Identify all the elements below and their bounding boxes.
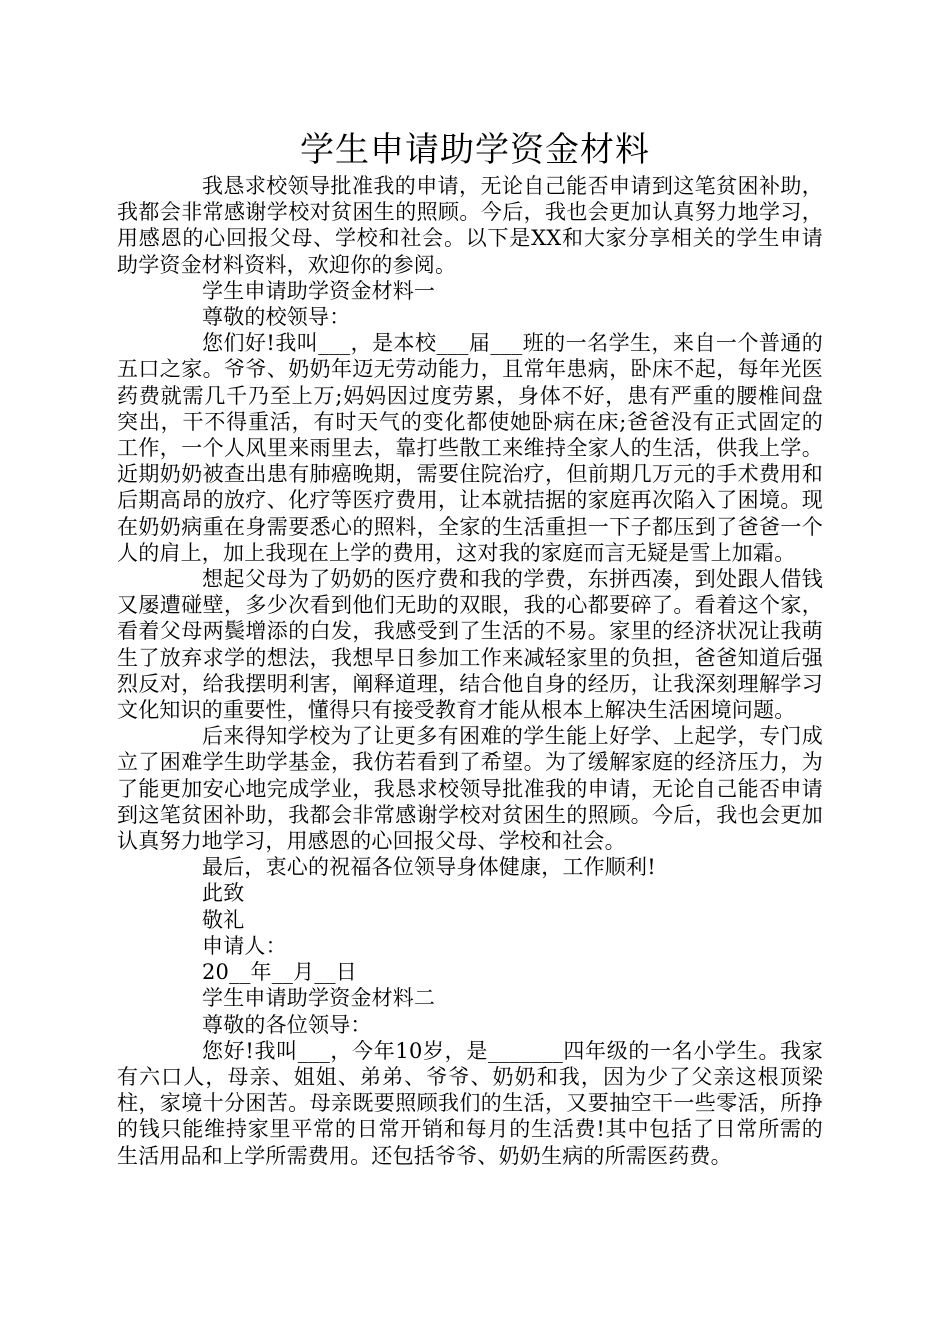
body-paragraph: 您好!我叫___，今年10岁，是_______四年级的一名小学生。我家有六口人，母亲、姐姐、弟弟、爷爷、奶奶和我，因为少了父亲这根顶梁柱，家境十分困苦。母亲既要照顾我们的生活，又要抽空干一些零活，所挣的钱只能维持家里平常的日常开销和每月的生活费!其中包括了日常所需的生活用品和上学所需费用。还包括爷爷、奶奶生病的所需医药费。	[117, 1038, 823, 1168]
salutation-two: 尊敬的各位领导：	[202, 1012, 372, 1037]
salutation-one: 尊敬的校领导：	[202, 305, 351, 330]
applicant-line: 申请人：	[202, 933, 287, 958]
section-heading-two: 学生申请助学资金材料二	[202, 986, 436, 1011]
body-paragraph: 想起父母为了奶奶的医疗费和我的学费，东拼西凑，到处跟人借钱又屡遭碰壁，多少次看到他们无助的双眼，我的心都要碎了。看着这个家，看着父母两鬓增添的白发，我感受到了生活的不易。家里的经济状况让我萌生了放弃求学的想法，我想早日参加工作来减轻家里的负担，爸爸知道后强烈反对，给我摆明利害，阐释道理，结合他自身的经历，让我深刻理解学习文化知识的重要性，懂得只有接受教育才能从根本上解决生活困境问题。	[117, 567, 823, 723]
closing-wishes: 最后，衷心的祝福各位领导身体健康，工作顺利!	[202, 855, 656, 880]
closing-jingli: 敬礼	[202, 907, 245, 932]
intro-paragraph: 我恳求校领导批准我的申请，无论自己能否申请到这笔贫困补助，我都会非常感谢学校对贫困生的照顾。今后，我也会更加认真努力地学习，用感恩的心回报父母、学校和社会。以下是XX和大家分享相关的学生申请助学资金材料资料，欢迎你的参阅。	[117, 174, 823, 277]
section-heading-one: 学生申请助学资金材料一	[202, 278, 436, 303]
body-paragraph: 您们好!我叫___，是本校___届___班的一名学生，来自一个普通的五口之家。爷爷、奶奶年迈无劳动能力，且常年患病，卧床不起，每年光医药费就需几千乃至上万;妈妈因过度劳累，身体不好，患有严重的腰椎间盘突出，干不得重活，有时天气的变化都使她卧病在床;爸爸没有正式固定的工作，一个人风里来雨里去，靠打些散工来维持全家人的生活，供我上学。近期奶奶被查出患有肺癌晚期，需要住院治疗，但前期几万元的手术费用和后期高昂的放疗、化疗等医疗费用，让本就拮据的家庭再次陷入了困境。现在奶奶病重在身需要悉心的照料，全家的生活重担一下子都压到了爸爸一个人的肩上，加上我现在上学的费用，这对我的家庭而言无疑是雪上加霜。	[117, 331, 823, 565]
date-line: 20__年__月__日	[202, 960, 357, 985]
closing-cizhi: 此致	[202, 881, 245, 906]
document-body	[117, 173, 823, 1169]
body-paragraph: 后来得知学校为了让更多有困难的学生能上好学、上起学，专门成立了困难学生助学基金，我仿若看到了希望。为了缓解家庭的经济压力，为了能更加安心地完成学业，我恳求校领导批准我的申请，无论自己能否申请到这笔贫困补助，我都会非常感谢学校对贫困生的照顾。今后，我也会更加认真努力地学习，用感恩的心回报父母、学校和社会。	[117, 724, 823, 854]
document-title: 学生申请助学资金材料	[300, 130, 650, 170]
